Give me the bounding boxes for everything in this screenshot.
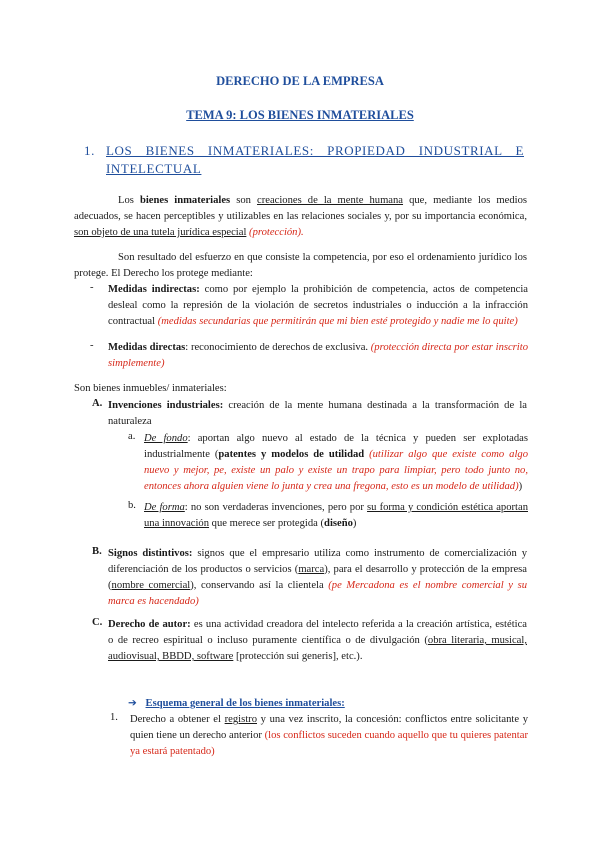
schema-title: Esquema general de los bienes inmateriales: [145, 698, 345, 709]
sub-item-de-forma: b. De forma: no son verdaderas invenciones, pero por su forma y condición estética aportan una innovación que merece ser protegida (diseño) [128, 500, 528, 529]
section-heading-number: 1. [84, 143, 95, 158]
bullet-indirect: - Medidas indirectas: como por ejemplo la prohibición de competencia, actos de competencia desleal como la represión de la violación de secretos industriales o inducción a la infracción contractual (medidas secundarias que permitirán que mi bien esté protegido y nadie me lo quite) [90, 282, 528, 327]
paragraph-protection: Son resultado del esfuerzo en que consiste la competencia, por eso el ordenamiento jurídico los protege. El Derecho los protege mediante: [74, 252, 527, 279]
paragraph-intro: Los bienes inmateriales son creaciones de la mente humana que, mediante los medios adecuados, se hacen perceptibles y utilizables en las relaciones sociales y, por su importancia económica, son objeto de una tutela jurídica especial (protección). [74, 195, 527, 238]
document-title: DERECHO DE LA EMPRESA [216, 74, 384, 88]
section-c-copyright: C. Derecho de autor: es una actividad creadora del intelecto referida a la creación artística, estética o de recreo espiritual o incluso puramente científica o de divulgación (obra literaria, musical, audiovisual, BBDD, software [protección sui generis], etc.). [92, 617, 527, 662]
arrow-right-icon: ➔ [128, 698, 137, 709]
document-subtitle: TEMA 9: LOS BIENES INMATERIALES [186, 108, 414, 122]
section-heading-text: LOS BIENES INMATERIALES: PROPIEDAD INDUSTRIAL E INTELECTUAL [106, 143, 524, 176]
bullet-direct: - Medidas directas: reconocimiento de derechos de exclusiva. (protección directa por estar inscrito simplemente) [90, 340, 528, 369]
section-heading [84, 142, 524, 178]
section-b-signs: B. Signos distintivos: signos que el empresario utiliza como instrumento de comercialización y diferenciación de los productos o servicios (marca), para el desarrollo y protección de la empresa (nombre comercial), conservando así la clientela (pe Mercadona es el nombre comercial y su marca es hacendado) [92, 546, 527, 607]
schema-item-1: 1. Derecho a obtener el registro y una vez inscrito, la concesión: conflictos entre solicitante y quien tiene un derecho anterior (los conflictos suceden cuando aquello que tu quieres patentar ya estará patentado) [110, 712, 529, 757]
section-a-inventions: A. Invenciones industriales: creación de la mente humana destinada a la transformación de la naturaleza [92, 398, 527, 427]
schema-heading [128, 696, 528, 712]
sub-item-de-fondo: a. De fondo: aportan algo nuevo al estado de la técnica y pueden ser explotadas industrialmente (patentes y modelos de utilidad (utilizar algo que existe como algo nuevo y mejor, pe, existe un palo y existe un trapo para limpiar, pero todo junto no, entonces ahora alguien viene lo junta y crea una fregona, esto es un modelo de utilidad)) [128, 431, 529, 492]
list-intro: Son bienes inmuebles/ inmateriales: [74, 383, 227, 394]
